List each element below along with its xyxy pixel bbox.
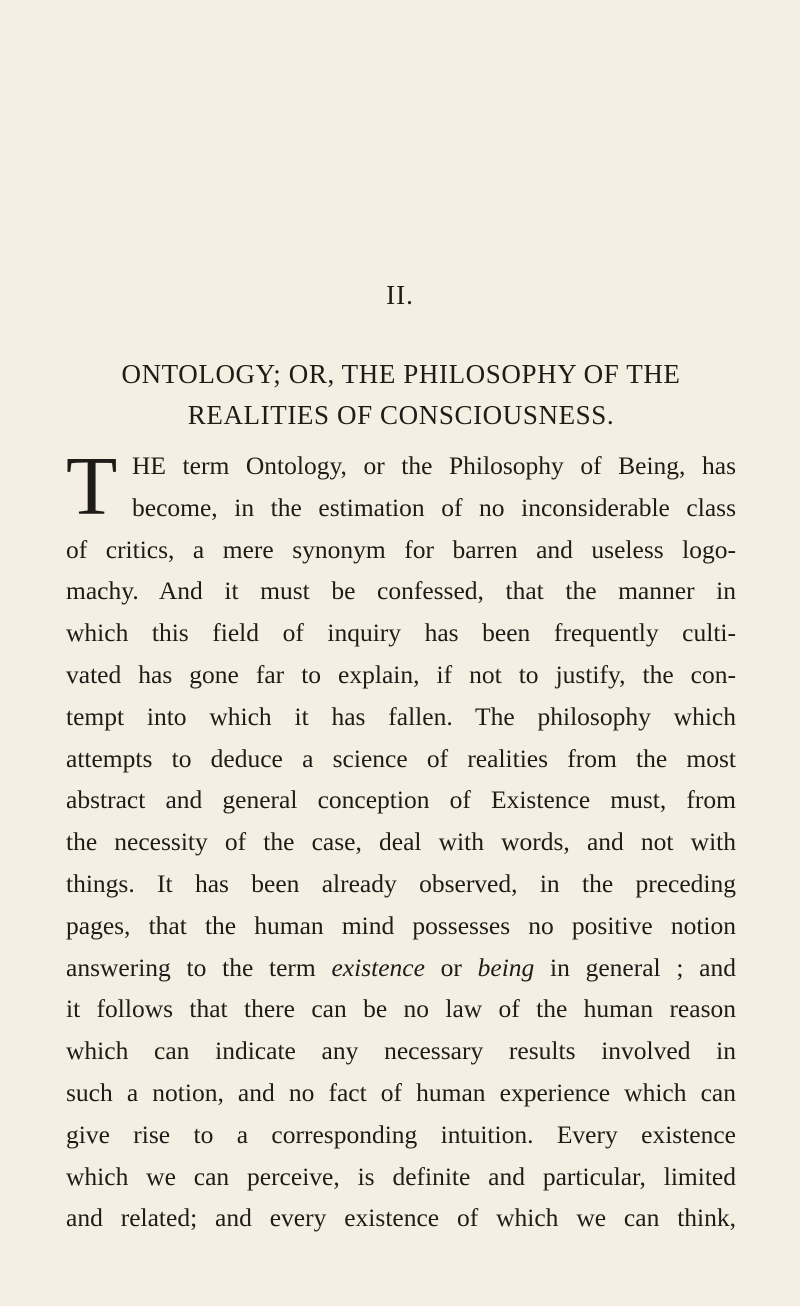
text-line: machy. And it must be confessed, that the manner in: [66, 576, 736, 606]
italic-term-being: being: [477, 952, 535, 982]
text-line: which we can perceive, is definite and particular, limited: [66, 1161, 736, 1191]
drop-cap-letter: T: [66, 440, 118, 533]
text-run: in general ; and: [534, 952, 736, 982]
text-line: of critics, a mere synonym for barren and useless logo-: [66, 534, 736, 564]
text-line: things. It has been already observed, in the preceding: [66, 868, 736, 898]
text-line: pages, that the human mind possesses no positive notion: [66, 910, 736, 940]
text-line: give rise to a corresponding intuition. Every existence: [66, 1119, 736, 1149]
body-paragraph: [66, 440, 736, 1239]
text-line: it follows that there can be no law of the human reason: [66, 994, 736, 1024]
text-run: or: [424, 952, 478, 982]
text-line: become, in the estimation of no inconsiderable class: [132, 492, 736, 522]
chapter-number: II.: [386, 280, 414, 310]
chapter-title-line: ONTOLOGY; OR, THE PHILOSOPHY OF THE: [121, 359, 681, 389]
text-line: [66, 947, 736, 989]
chapter-title: [66, 354, 736, 436]
chapter-title-line: REALITIES OF CONSCIOUSNESS.: [187, 400, 615, 430]
text-line: which can indicate any necessary results involved in: [66, 1036, 736, 1066]
text-line: HE term Ontology, or the Philosophy of Being, has: [132, 451, 736, 480]
text-line: the necessity of the case, deal with words, and not with: [66, 827, 736, 857]
text-line: and related; and every existence of which we can think,: [66, 1203, 736, 1233]
italic-term-existence: existence: [331, 952, 425, 982]
text-line: abstract and general conception of Existence must, from: [66, 785, 736, 815]
text-line: which this field of inquiry has been frequently culti-: [66, 618, 736, 648]
text-run: answering to the term: [66, 952, 332, 982]
text-line: such a notion, and no fact of human experience which can: [66, 1077, 736, 1107]
text-line: tempt into which it has fallen. The philosophy which: [66, 701, 736, 731]
text-line: vated has gone far to explain, if not to justify, the con-: [66, 659, 736, 689]
text-line: attempts to deduce a science of realities from the most: [66, 743, 736, 773]
